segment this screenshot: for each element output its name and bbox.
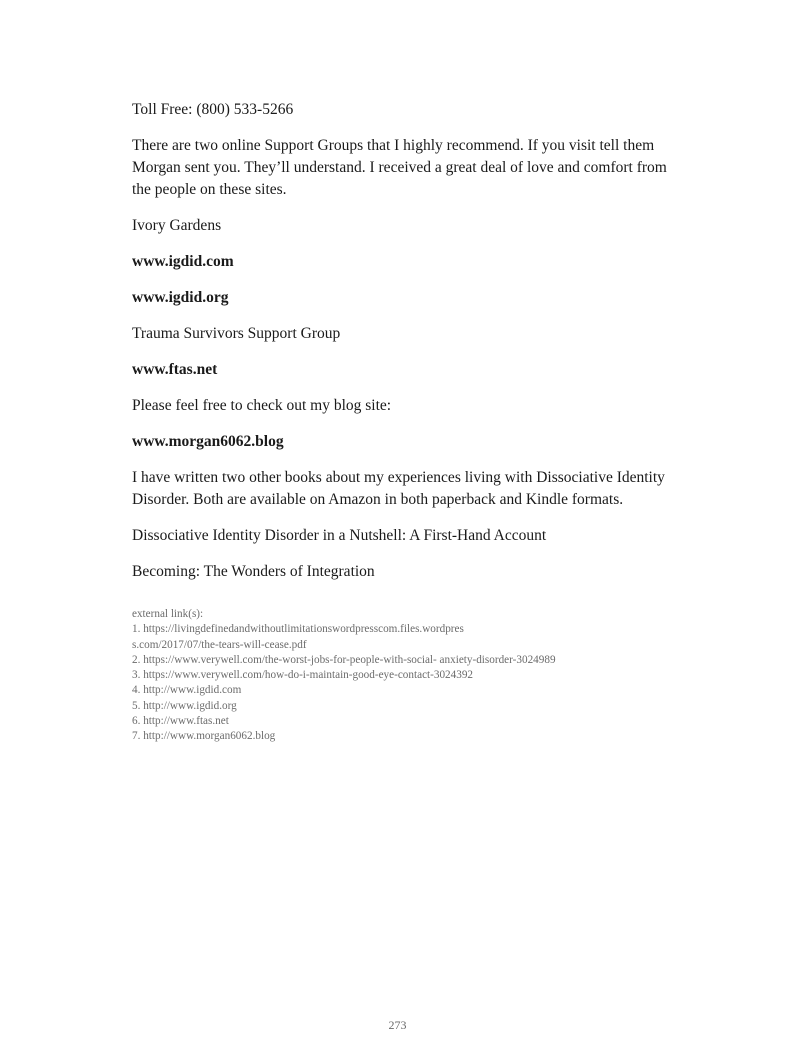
- external-link-item[interactable]: 7. http://www.morgan6062.blog: [132, 730, 276, 743]
- blog-link[interactable]: www.morgan6062.blog: [132, 433, 284, 450]
- support-groups-paragraph: There are two online Support Groups that I highly recommend. If you visit tell them Morgan sent you. They’ll understand. I received a great deal of love and comfort from the people on these sites.: [132, 137, 667, 198]
- book-title-2: Becoming: The Wonders of Integration: [132, 563, 375, 580]
- blog-intro: Please feel free to check out my blog site:: [132, 397, 392, 414]
- external-link-item[interactable]: 5. http://www.igdid.org: [132, 699, 237, 712]
- books-paragraph: I have written two other books about my experiences living with Dissociative Identity Disorder. Both are available on Amazon in both paperback and Kindle formats.: [132, 469, 665, 508]
- toll-free-number: Toll Free: (800) 533-5266: [132, 101, 294, 118]
- book-title-1: Dissociative Identity Disorder in a Nutshell: A First-Hand Account: [132, 527, 547, 544]
- external-link-item[interactable]: s.com/2017/07/the-tears-will-cease.pdf: [132, 638, 307, 651]
- ftas-link[interactable]: www.ftas.net: [132, 361, 218, 378]
- external-link-item[interactable]: 2. https://www.verywell.com/the-worst-jobs-for-people-with-social- anxiety-disorder-3024989: [132, 653, 556, 666]
- page-number: 273: [388, 1018, 407, 1032]
- external-link-item[interactable]: 4. http://www.igdid.com: [132, 684, 242, 697]
- external-link-item[interactable]: 1. https://livingdefinedandwithoutlimitationswordpresscom.files.wordpres: [132, 623, 464, 636]
- external-link-item[interactable]: 6. http://www.ftas.net: [132, 715, 229, 728]
- external-link-item[interactable]: 3. https://www.verywell.com/how-do-i-maintain-good-eye-contact-3024392: [132, 669, 474, 682]
- external-links-section: [132, 607, 692, 745]
- page-body: [132, 99, 672, 745]
- external-links-heading: external link(s):: [132, 608, 204, 620]
- igdid-com-link[interactable]: www.igdid.com: [132, 253, 234, 270]
- igdid-org-link[interactable]: www.igdid.org: [132, 289, 229, 306]
- trauma-group-label: Trauma Survivors Support Group: [132, 325, 341, 342]
- ivory-gardens-label: Ivory Gardens: [132, 217, 222, 234]
